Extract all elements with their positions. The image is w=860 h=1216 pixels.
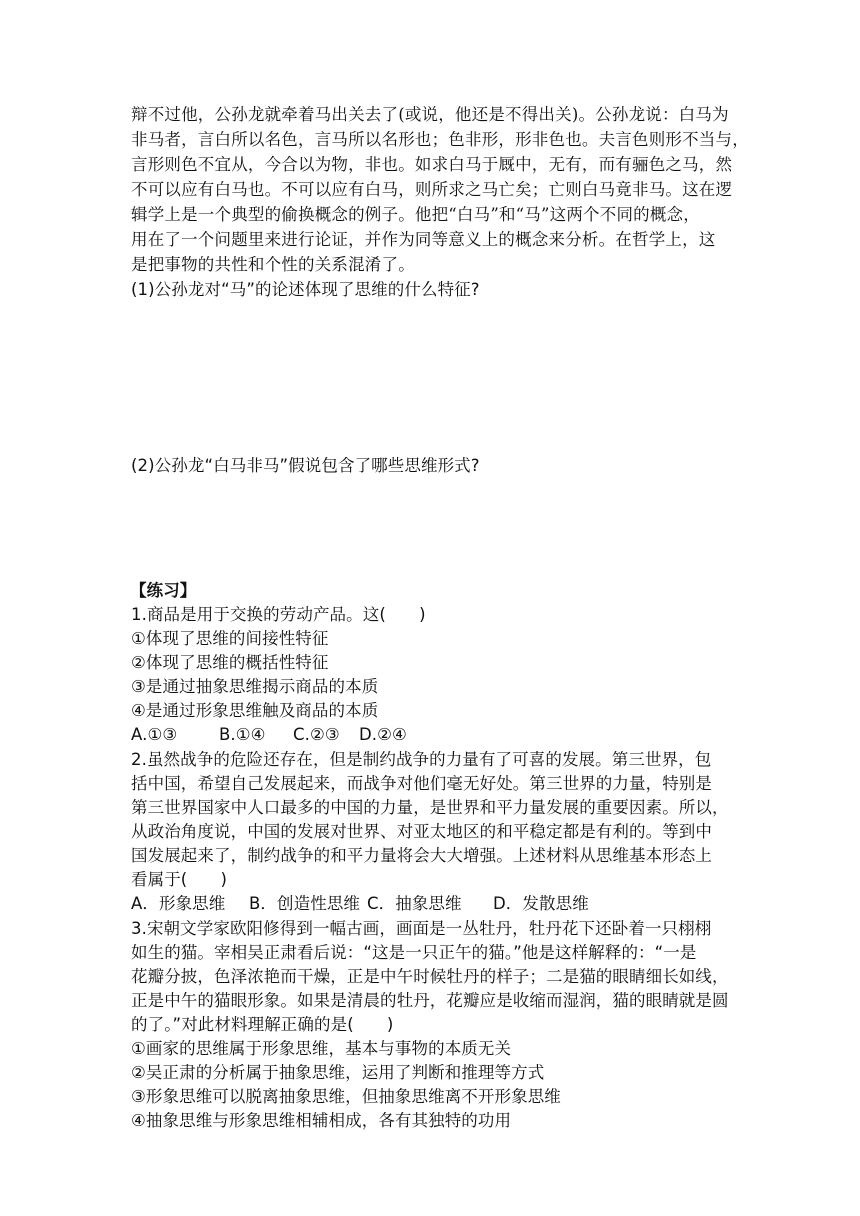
q2-option-c: C．抽象思维 bbox=[367, 894, 462, 913]
q2-option-a: A．形象思维 bbox=[131, 894, 226, 913]
q3-line: 如生的猫。宰相吴正肃看后说：“这是一只正午的猫。”他是这样解释的：“一是 bbox=[131, 943, 697, 962]
passage-line: 不可以应有白马也。不可以应有白马，则所求之马亡矣；亡则白马竟非马。这在逻 bbox=[131, 180, 733, 199]
q2-line: 2.虽然战争的危险还存在，但是制约战争的力量有了可喜的发展。第三世界，包 bbox=[131, 750, 712, 769]
passage-line: 辩不过他，公孙龙就牵着马出关去了(或说，他还是不得出关)。公孙龙说：白马为 bbox=[131, 105, 729, 124]
q1-item: ①体现了思维的间接性特征 bbox=[131, 629, 329, 648]
q1-item: ③是通过抽象思维揭示商品的本质 bbox=[131, 677, 379, 696]
sub-question-1: (1)公孙龙对“马”的论述体现了思维的什么特征? bbox=[131, 280, 480, 299]
q3-line: 花瓣分披，色泽浓艳而干燥，正是中午时候牡丹的样子；二是猫的眼睛细长如线， bbox=[131, 967, 729, 986]
q1-stem: 1.商品是用于交换的劳动产品。这( ) bbox=[131, 605, 426, 624]
q3-line: 3.宋朝文学家欧阳修得到一幅古画，画面是一丛牡丹，牡丹花下还卧着一只栩栩 bbox=[131, 919, 712, 938]
passage-line: 言形则色不宜从，今合以为物，非也。如求白马于厩中，无有，而有骊色之马，然 bbox=[131, 155, 733, 174]
q3-item: ①画家的思维属于形象思维，基本与事物的本质无关 bbox=[131, 1039, 512, 1058]
sub-question-2: (2)公孙龙“白马非马”假说包含了哪些思维形式? bbox=[131, 456, 480, 475]
q1-option-c: C.②③ bbox=[293, 725, 340, 744]
q1-item: ②体现了思维的概括性特征 bbox=[131, 653, 329, 672]
q2-line: 国发展起来了，制约战争的和平力量将会大大增强。上述材料从思维基本形态上 bbox=[131, 846, 712, 865]
passage-line: 辑学上是一个典型的偷换概念的例子。他把“白马”和“马”这两个不同的概念， bbox=[131, 205, 700, 224]
q2-line: 第三世界国家中人口最多的中国的力量，是世界和平力量发展的重要因素。所以， bbox=[131, 798, 729, 817]
passage-line: 用在了一个问题里来进行论证，并作为同等意义上的概念来分析。在哲学上，这 bbox=[131, 230, 716, 249]
q2-option-d: D．发散思维 bbox=[493, 894, 589, 913]
q2-options bbox=[131, 892, 589, 915]
q2-option-b: B．创造性思维 bbox=[249, 894, 361, 913]
q1-option-b: B.①④ bbox=[219, 725, 266, 744]
passage-line: 非马者，言白所以名色，言马所以名形也；色非形，形非色也。夫言色则形不当与， bbox=[131, 130, 749, 149]
q3-line: 的了。”对此材料理解正确的是( ) bbox=[131, 1015, 394, 1034]
q2-line: 括中国，希望自己发展起来，而战争对他们毫无好处。第三世界的力量，特别是 bbox=[131, 774, 712, 793]
practice-heading: 【练习】 bbox=[130, 581, 197, 600]
q1-options bbox=[131, 723, 407, 746]
q2-line: 从政治角度说，中国的发展对世界、对亚太地区的和平稳定都是有利的。等到中 bbox=[131, 822, 712, 841]
q3-item: ④抽象思维与形象思维相辅相成，各有其独特的功用 bbox=[131, 1111, 512, 1130]
q3-item: ③形象思维可以脱离抽象思维，但抽象思维离不开形象思维 bbox=[131, 1087, 561, 1106]
q1-option-d: D.②④ bbox=[359, 725, 407, 744]
q1-option-a: A.①③ bbox=[131, 725, 178, 744]
q3-item: ②吴正肃的分析属于抽象思维，运用了判断和推理等方式 bbox=[131, 1063, 545, 1082]
q2-line: 看属于( ) bbox=[131, 870, 228, 889]
passage-line: 是把事物的共性和个性的关系混淆了。 bbox=[131, 255, 415, 274]
q3-line: 正是中午的猫眼形象。如果是清晨的牡丹，花瓣应是收缩而湿润，猫的眼睛就是圆 bbox=[131, 991, 729, 1010]
q1-item: ④是通过形象思维触及商品的本质 bbox=[131, 701, 379, 720]
